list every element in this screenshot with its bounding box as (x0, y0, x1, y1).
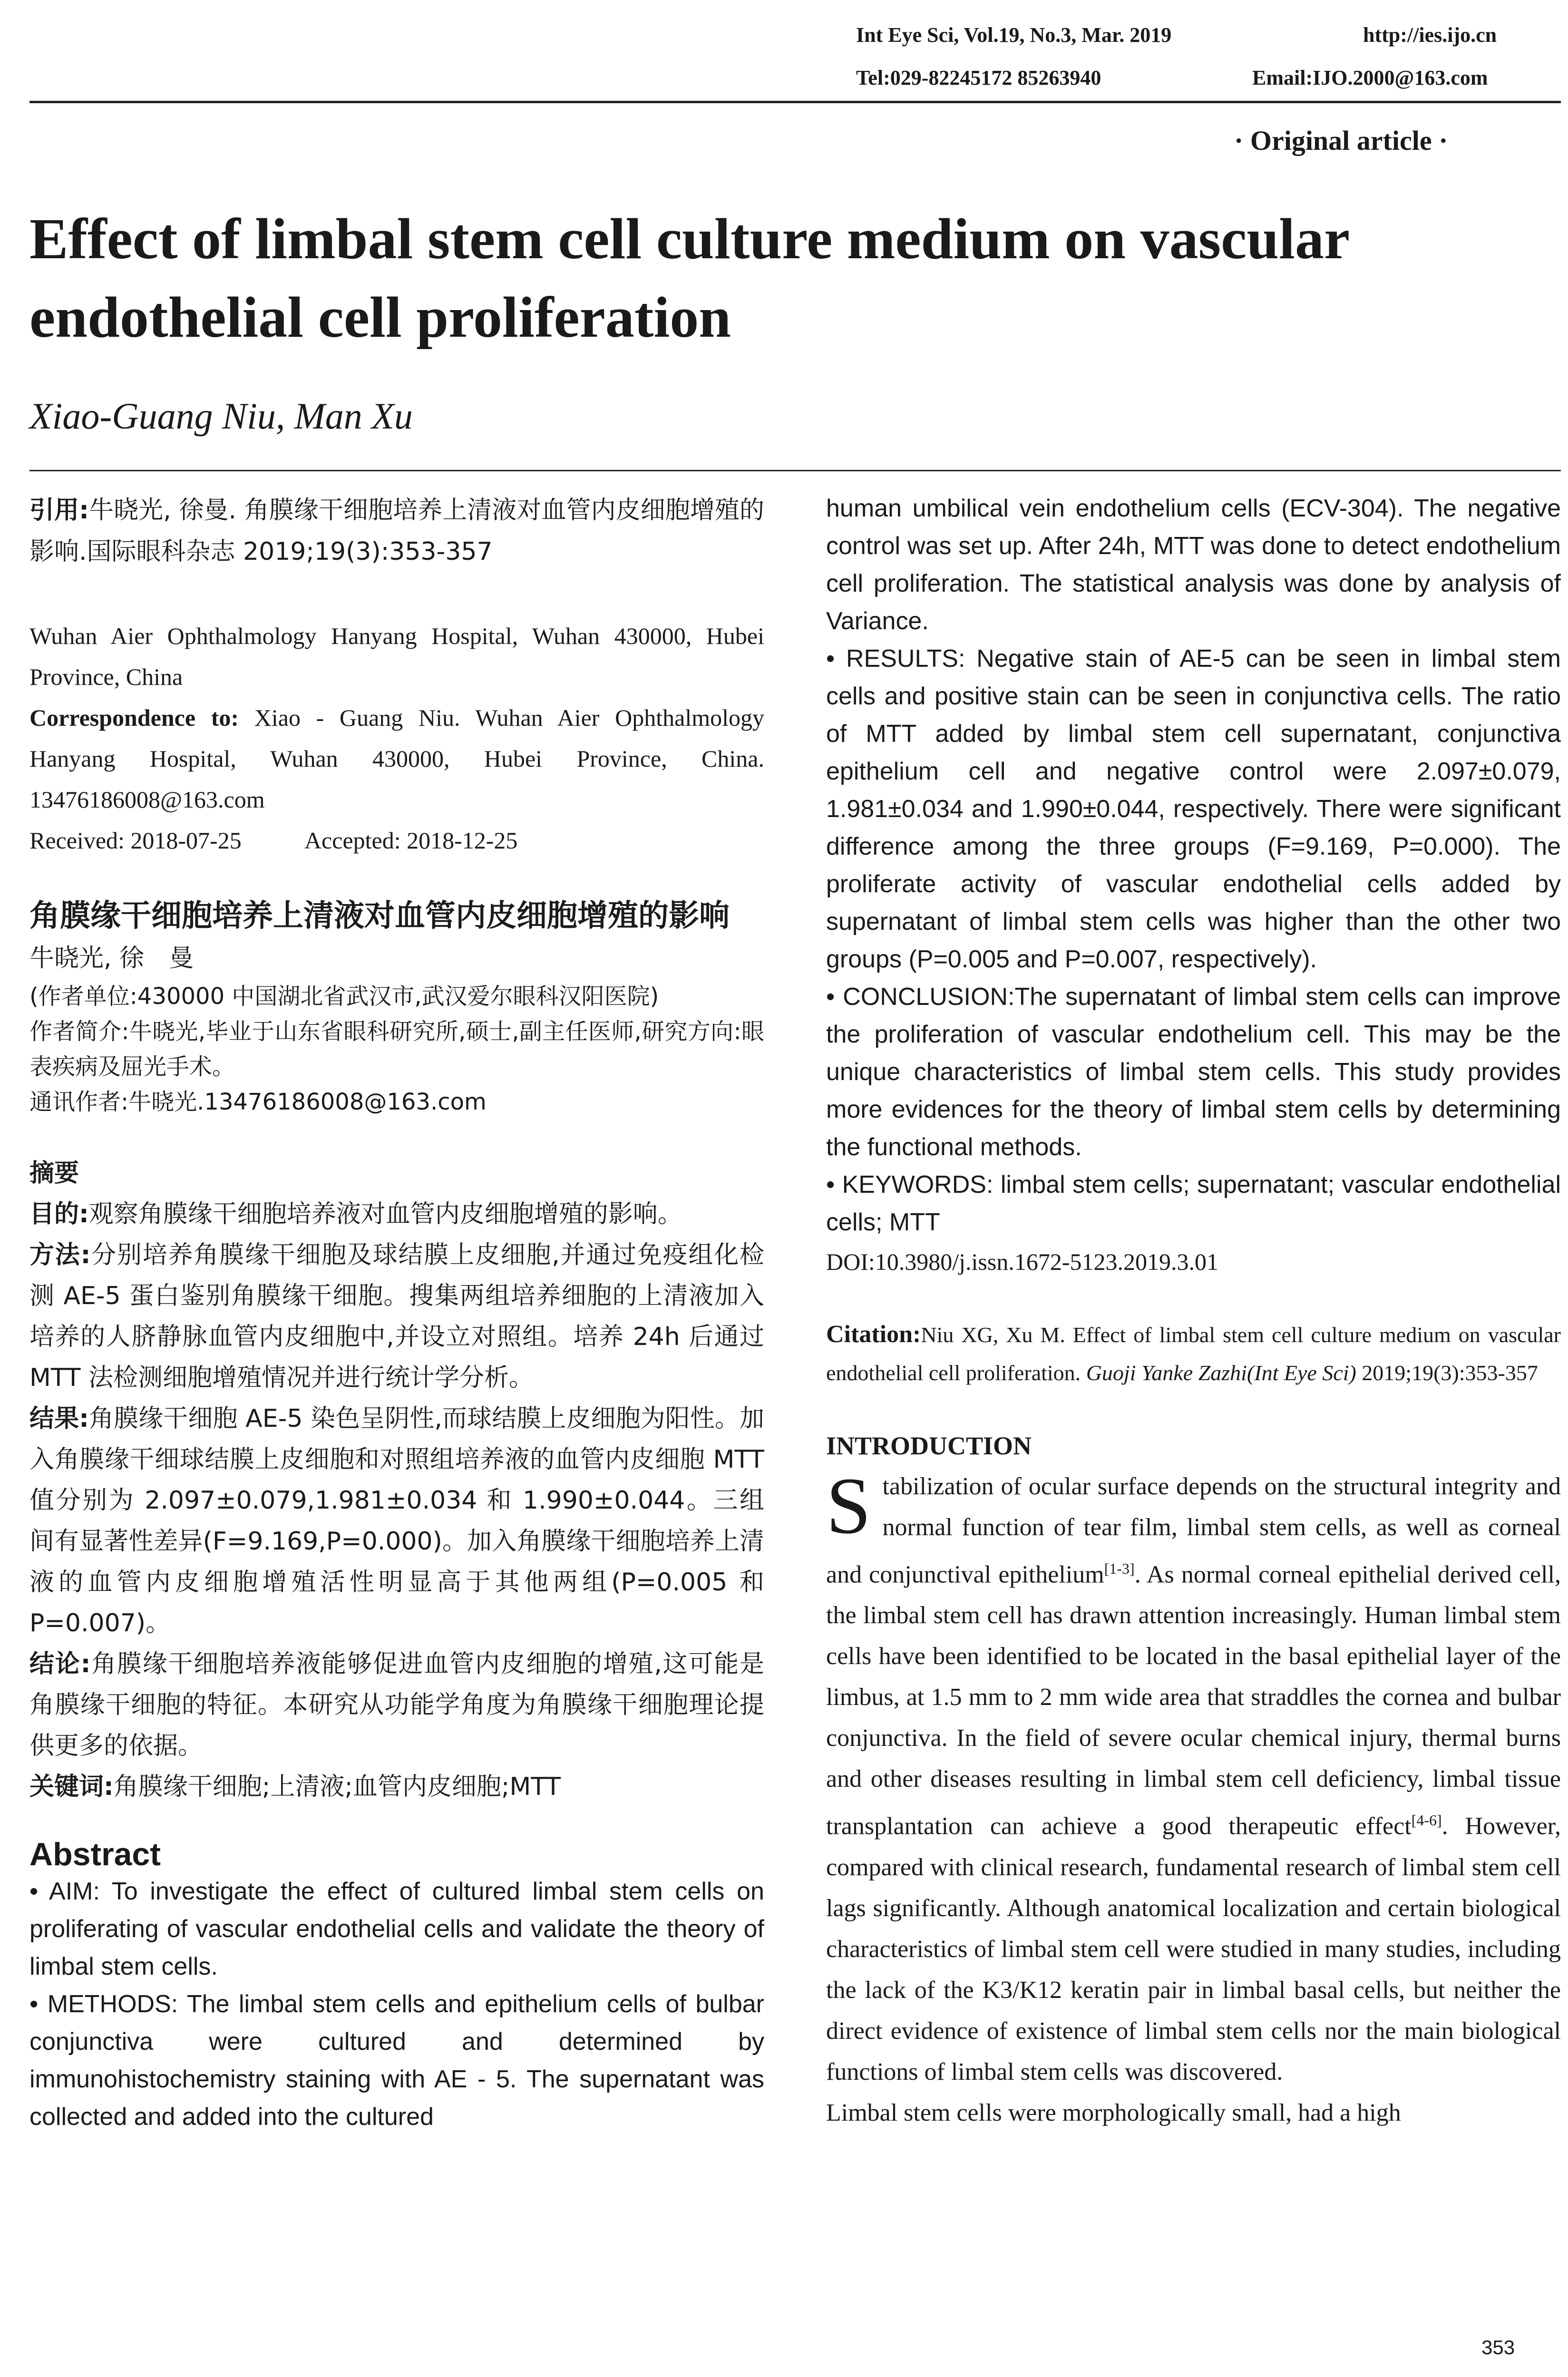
abstract-keywords (826, 1166, 1561, 1241)
cn-keywords-text: 角膜缘干细胞;上清液;血管内皮细胞;MTT (113, 1773, 561, 1801)
page-number: 353 (1481, 2336, 1515, 2358)
article-authors: Xiao-Guang Niu, Man Xu (29, 395, 413, 437)
cn-conclusion-label: 结论: (29, 1650, 91, 1678)
cn-aim-label: 目的: (29, 1200, 89, 1228)
introduction-paragraph-1 (826, 1461, 1561, 2093)
methods-label: • METHODS: (29, 1990, 178, 2018)
conclusion-text: The supernatant of limbal stem cells can improve the proliferation of vascular endothelium cell. This may be the unique characteristics of limbal stem cells. This study provides more evidences for the theory of limbal stem cells by determining the functional methods. (826, 983, 1561, 1161)
dates (29, 820, 764, 861)
intro-text-b: . As normal corneal epithelial derived cell, the limbal stem cell has drawn attention increasingly. Human limbal stem cells have been identified to be located in the basal epithelial layer of the limbus, at 1.5 mm to 2 mm wide area that straddles the cornea and bulbar conjunctiva. In the field of severe ocular chemical injury, thermal burns and other diseases resulting in limbal stem cell deficiency, limbal tissue transplantation can achieve a good therapeutic effect (826, 1561, 1561, 1840)
cn-bio: 作者简介:牛晓光,毕业于山东省眼科研究所,硕士,副主任医师,研究方向:眼表疾病及屈光手术。 (29, 1018, 764, 1080)
cn-methods (29, 1235, 764, 1398)
aim-label: • AIM: (29, 1878, 100, 1905)
cn-results-text: 角膜缘干细胞 AE-5 染色呈阴性,而球结膜上皮细胞为阳性。加入角膜缘干细球结膜上皮细胞和对照组培养液的血管内皮细胞 MTT 值分别为 2.097±0.079,1.981±0.034 和 1.990±0.044。三组间有显著性差异(F=9.169,P=0.000)。加入角膜缘干细胞培养上清液的血管内皮细胞增殖活性明显高于其他两组(P=0.005 和 P=0.007)。 (29, 1404, 765, 1637)
cn-abstract-heading: 摘要 (29, 1159, 79, 1188)
citation (826, 1315, 1561, 1392)
intro-text-a: tabilization of ocular surface depends on the structural integrity and normal function of tear film, limbal stem cells, as well as corneal and conjunctival epithelium (826, 1473, 1561, 1588)
aim-text: To investigate the effect of cultured limbal stem cells on proliferating of vascular endothelial cells and validate the theory of limbal stem cells. (29, 1878, 764, 1980)
article-title: Effect of limbal stem cell culture medium on vascular endothelial cell proliferation (29, 207, 1349, 350)
abstract-aim (29, 1873, 764, 1986)
cn-aim (29, 1194, 764, 1235)
keywords-text: limbal stem cells; supernatant; vascular endothelial cells; MTT (826, 1171, 1561, 1236)
keywords-label: • KEYWORDS: (826, 1171, 993, 1198)
cn-unit: (作者单位:430000 中国湖北省武汉市,武汉爱尔眼科汉阳医院) (29, 983, 659, 1010)
correspondence-text: Xiao - Guang Niu. Wuhan Aier Ophthalmology Hanyang Hospital, Wuhan 430000, Hubei Province, China. 13476186008@163.com (29, 704, 764, 813)
section-label: · Original article · (1234, 125, 1448, 156)
abstract-methods-continued: human umbilical vein endothelium cells (ECV-304). The negative control was set up. After 24h, MTT was done to detect endothelium cell proliferation. The statistical analysis was done by analysis of Variance. (826, 495, 1561, 635)
accepted-date: Accepted: 2018-12-25 (304, 827, 518, 854)
cn-results-label: 结果: (29, 1404, 89, 1433)
results-label: • RESULTS: (826, 645, 965, 672)
results-text: Negative stain of AE-5 can be seen in limbal stem cells and positive stain can be seen in conjunctiva cells. The ratio of MTT added by limbal stem cell supernatant, conjunctiva epithelium cell and negative control were 2.097±0.079, 1.981±0.034 and 1.990±0.044, respectively. There were significant difference among the three groups (F=9.169, P=0.000). The proliferate activity of vascular endothelial cells added by supernatant of limbal stem cells was higher than the other two groups (P=0.005 and P=0.007, respectively). (826, 645, 1561, 973)
cn-corresponding: 通讯作者:牛晓光.13476186008@163.com (29, 1089, 487, 1115)
introduction-heading: INTRODUCTION (826, 1432, 1032, 1460)
title-rule (29, 470, 1561, 471)
journal-email: Email:IJO.2000@163.com (1252, 66, 1488, 89)
cn-citation-label: 引用: (29, 496, 89, 525)
doi: DOI:10.3980/j.issn.1672-5123.2019.3.01 (826, 1248, 1218, 1275)
correspondence-label: Correspondence to: (29, 704, 239, 731)
affiliation: Wuhan Aier Ophthalmology Hanyang Hospital, Wuhan 430000, Hubei Province, China (29, 623, 764, 690)
conclusion-label: • CONCLUSION: (826, 983, 1015, 1011)
cn-methods-text: 分别培养角膜缘干细胞及球结膜上皮细胞,并通过免疫组化检测 AE-5 蛋白鉴别角膜缘干细胞。搜集两组培养细胞的上清液加入培养的人脐静脉血管内皮细胞中,并设立对照组。培养 24h 后通过 MTT 法检测细胞增殖情况并进行统计学分析。 (29, 1241, 764, 1392)
citation-tail: 2019;19(3):353-357 (1362, 1361, 1538, 1385)
cn-methods-label: 方法: (29, 1241, 91, 1269)
correspondence (29, 697, 764, 820)
methods-text: The limbal stem cells and epithelium cells of bulbar conjunctiva were cultured and determined by immunohistochemistry staining with AE - 5. The supernatant was collected and added into the cultured (29, 1990, 764, 2131)
abstract-heading: Abstract (29, 1836, 161, 1872)
received-date: Received: 2018-07-25 (29, 827, 242, 854)
citation-journal: Guoji Yanke Zazhi(Int Eye Sci) (1086, 1361, 1356, 1385)
reference-4-6: [4-6] (1411, 1812, 1442, 1829)
left-column (29, 490, 764, 2136)
abstract-conclusion (826, 978, 1561, 1166)
cn-title: 角膜缘干细胞培养上清液对血管内皮细胞增殖的影响 (29, 898, 730, 934)
header-rule (29, 101, 1561, 103)
abstract-results (826, 640, 1561, 978)
cn-keywords (29, 1766, 764, 1807)
cn-results (29, 1398, 764, 1644)
introduction-paragraph-2: Limbal stem cells were morphologically small, had a high (826, 2099, 1401, 2126)
cn-conclusion-text: 角膜缘干细胞培养液能够促进血管内皮细胞的增殖,这可能是角膜缘干细胞的特征。本研究从功能学角度为角膜缘干细胞理论提供更多的依据。 (29, 1650, 764, 1760)
cn-authors: 牛晓光, 徐 曼 (29, 944, 194, 973)
journal-url: http://ies.ijo.cn (1363, 23, 1497, 47)
cn-citation (29, 490, 764, 573)
cn-citation-text: 牛晓光, 徐曼. 角膜缘干细胞培养上清液对血管内皮细胞增殖的影响.国际眼科杂志 2019;19(3):353-357 (29, 496, 764, 566)
drop-cap: S (826, 1461, 871, 1550)
journal-tel: Tel:029-82245172 85263940 (856, 66, 1101, 89)
reference-1-3: [1-3] (1104, 1560, 1135, 1577)
cn-aim-text: 观察角膜缘干细胞培养液对血管内皮细胞增殖的影响。 (88, 1200, 682, 1228)
citation-text: Niu XG, Xu M. Effect of limbal stem cell culture medium on vascular endothelial cell proliferation. (826, 1323, 1561, 1385)
right-column (826, 490, 1561, 2133)
citation-label: Citation: (826, 1321, 921, 1348)
journal-info: Int Eye Sci, Vol.19, No.3, Mar. 2019 (856, 23, 1172, 47)
cn-conclusion (29, 1644, 764, 1766)
intro-text-c: . However, compared with clinical research, fundamental research of limbal stem cell lags significantly. Although anatomical localization and certain biological characteristics of limbal stem cell were studied in many studies, including the lack of the K3/K12 keratin pair in limbal basal cells, but neither the direct evidence of existence of limbal stem cells nor the main biological functions of limbal stem cells was discovered. (826, 1812, 1561, 2085)
cn-keywords-label: 关键词: (29, 1773, 114, 1801)
abstract-methods (29, 1986, 764, 2136)
